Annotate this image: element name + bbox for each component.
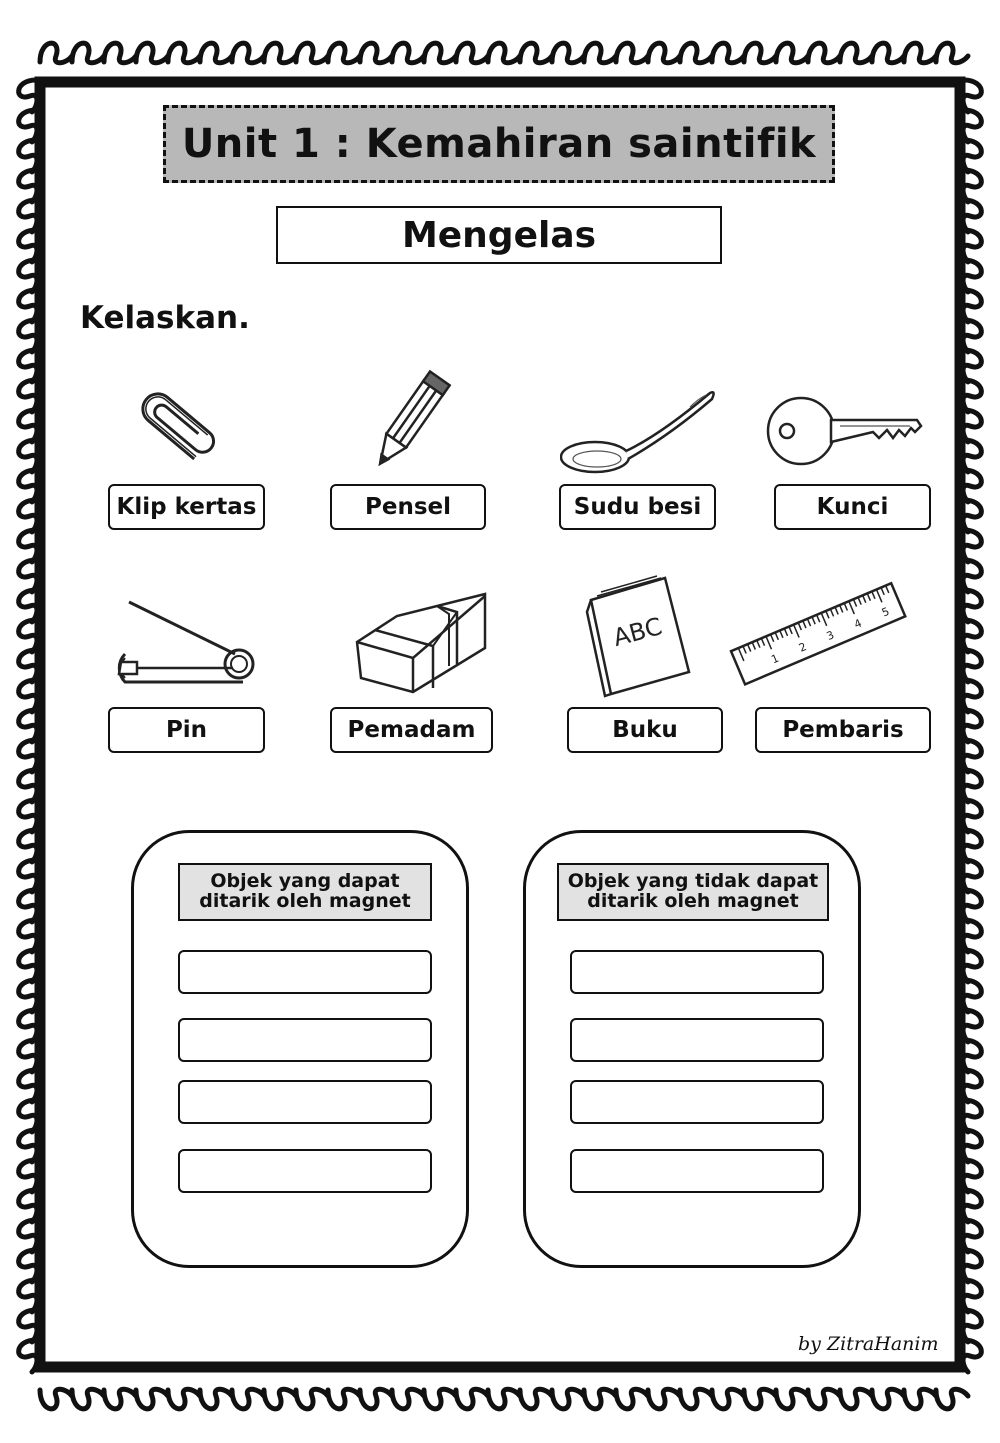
pencil-icon [355, 365, 465, 477]
magnetic-drop-slot-3[interactable] [178, 1080, 432, 1124]
item-label-pin[interactable]: Pin [108, 707, 265, 753]
spoon-icon [560, 385, 720, 477]
ruler-mark-label: 5 [879, 604, 892, 620]
non-magnetic-drop-slot-4[interactable] [570, 1149, 824, 1193]
unit-title: Unit 1 : Kemahiran saintifik [163, 105, 835, 183]
paperclip-icon [132, 375, 222, 475]
safety-pin-icon [93, 598, 258, 688]
book-cover-text: ABC [610, 612, 666, 652]
key-icon [765, 390, 925, 472]
item-label-buku[interactable]: Buku [567, 707, 723, 753]
ruler-mark-label: 1 [769, 651, 781, 667]
item-label-pensel[interactable]: Pensel [330, 484, 486, 530]
ruler-mark-label: 4 [852, 616, 864, 632]
ruler-mark-label: 2 [796, 640, 809, 655]
topic-title: Mengelas [276, 206, 722, 264]
ruler-icon [728, 580, 910, 692]
magnetic-drop-slot-4[interactable] [178, 1149, 432, 1193]
item-label-pembaris[interactable]: Pembaris [755, 707, 931, 753]
item-label-klip-kertas[interactable]: Klip kertas [108, 484, 265, 530]
book-icon [583, 572, 695, 698]
item-label-pemadam[interactable]: Pemadam [330, 707, 493, 753]
non-magnetic-drop-slot-3[interactable] [570, 1080, 824, 1124]
instruction-text: Kelaskan. [80, 300, 250, 336]
magnetic-drop-slot-1[interactable] [178, 950, 432, 994]
item-label-sudu-besi[interactable]: Sudu besi [559, 484, 716, 530]
ruler-mark-label: 3 [824, 628, 837, 643]
author-credit: by ZitraHanim [798, 1333, 939, 1355]
item-label-kunci[interactable]: Kunci [774, 484, 931, 530]
magnetic-category-panel [131, 830, 469, 1268]
non-magnetic-drop-slot-2[interactable] [570, 1018, 824, 1062]
non-magnetic-drop-slot-1[interactable] [570, 950, 824, 994]
non-magnetic-category-title: Objek yang tidak dapat ditarik oleh magnet [557, 863, 829, 921]
non-magnetic-category-panel [523, 830, 861, 1268]
magnetic-category-title: Objek yang dapat ditarik oleh magnet [178, 863, 432, 921]
eraser-icon [353, 586, 489, 698]
magnetic-drop-slot-2[interactable] [178, 1018, 432, 1062]
